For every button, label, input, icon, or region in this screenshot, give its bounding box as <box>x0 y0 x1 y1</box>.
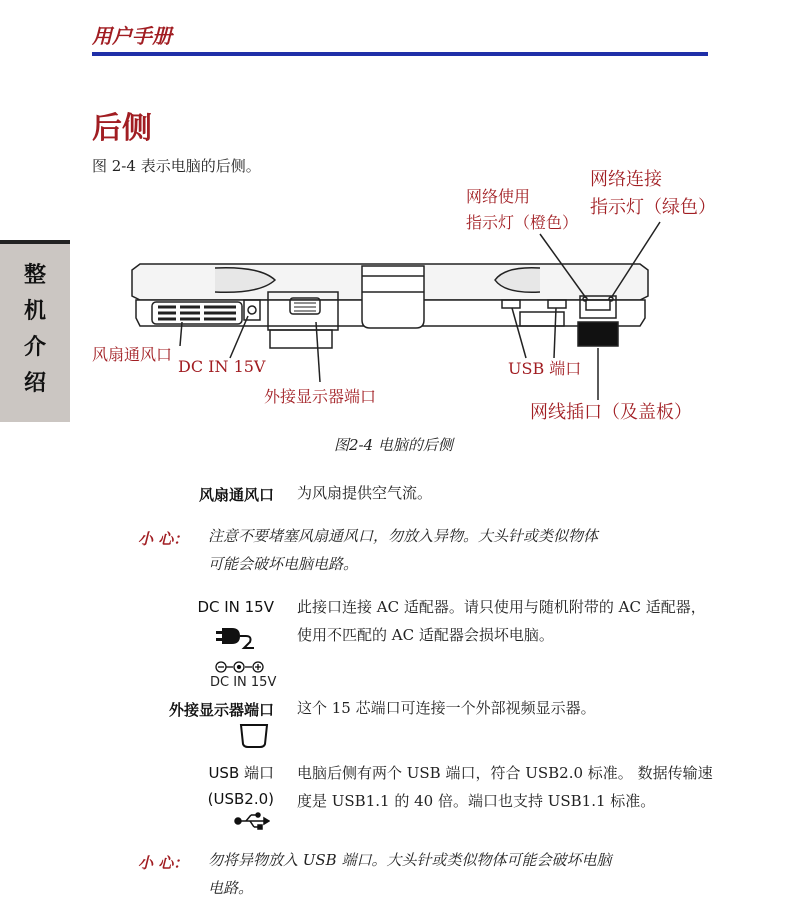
desc-usb: 电脑后侧有两个 USB 端口，符合 USB2.0 标准。 数据传输速度是 USB1.1 的 40 倍。端口也支持 USB1.1 标准。 <box>297 764 713 810</box>
caution-line: 电路。 <box>208 879 254 897</box>
callout-fan-vent: 风扇通风口 <box>92 345 173 364</box>
page-header-title: 用户手册 <box>92 24 172 48</box>
desc-dc-in: 此接口连接 AC 适配器。请只使用与随机附带的 AC 适配器，使用不匹配的 AC 适配器会损坏电脑。 <box>297 598 706 644</box>
monitor-port-cover <box>270 330 332 348</box>
side-tab-char: 整 <box>23 263 46 288</box>
dc-polarity-icon <box>214 660 266 674</box>
desc-fan-vent: 为风扇提供空气流。 <box>297 484 433 502</box>
callout-line: 指示灯（绿色） <box>590 197 716 218</box>
side-tab-char: 机 <box>23 299 46 324</box>
callout-line: 指示灯（橙色） <box>466 213 579 232</box>
intro-text: 图 2-4 表示电脑的后侧。 <box>92 157 261 175</box>
dc-icon-label: DC IN 15V <box>210 675 277 690</box>
callout-line: 网络使用 <box>466 187 531 206</box>
term-monitor-port: 外接显示器端口 <box>168 701 274 719</box>
dc-plug-icon <box>214 620 258 650</box>
callout-network-activity <box>466 184 578 236</box>
callout-dc-in: DC IN 15V <box>178 357 266 376</box>
caution-line: 可能会破坏电脑电路。 <box>208 555 359 573</box>
callout-usb-ports: USB 端口 <box>508 359 582 378</box>
caution-line: 注意不要堵塞风扇通风口，勿放入异物。大头针或类似物体 <box>208 527 599 545</box>
callout-monitor-port: 外接显示器端口 <box>264 387 377 406</box>
callout-lan-jack: 网线插口（及盖板） <box>530 402 692 423</box>
callout-line: 网络连接 <box>590 169 662 190</box>
caution-label: 小 心： <box>138 530 189 548</box>
term-usb: USB 端口 <box>208 764 274 782</box>
callout-network-link <box>590 166 716 222</box>
section-title: 后侧 <box>92 111 152 146</box>
caution-label: 小 心： <box>138 854 189 872</box>
monitor-port-icon <box>238 722 270 750</box>
term-fan-vent: 风扇通风口 <box>198 486 274 504</box>
side-tab-char: 介 <box>23 335 46 360</box>
caution-text <box>208 846 668 902</box>
caution-line: 勿将异物放入 USB 端口。大头针或类似物体可能会破坏电脑 <box>208 851 612 869</box>
figure-caption: 图2-4 电脑的后侧 <box>334 436 453 454</box>
side-tab-char: 绍 <box>23 371 46 396</box>
term-usb-version: (USB2.0) <box>207 790 274 808</box>
caution-text <box>208 522 668 578</box>
lan-cover <box>578 322 618 346</box>
desc-monitor-port: 这个 15 芯端口可连接一个外部视频显示器。 <box>297 699 596 717</box>
term-dc-in: DC IN 15V <box>197 598 274 616</box>
usb-icon <box>234 812 270 830</box>
